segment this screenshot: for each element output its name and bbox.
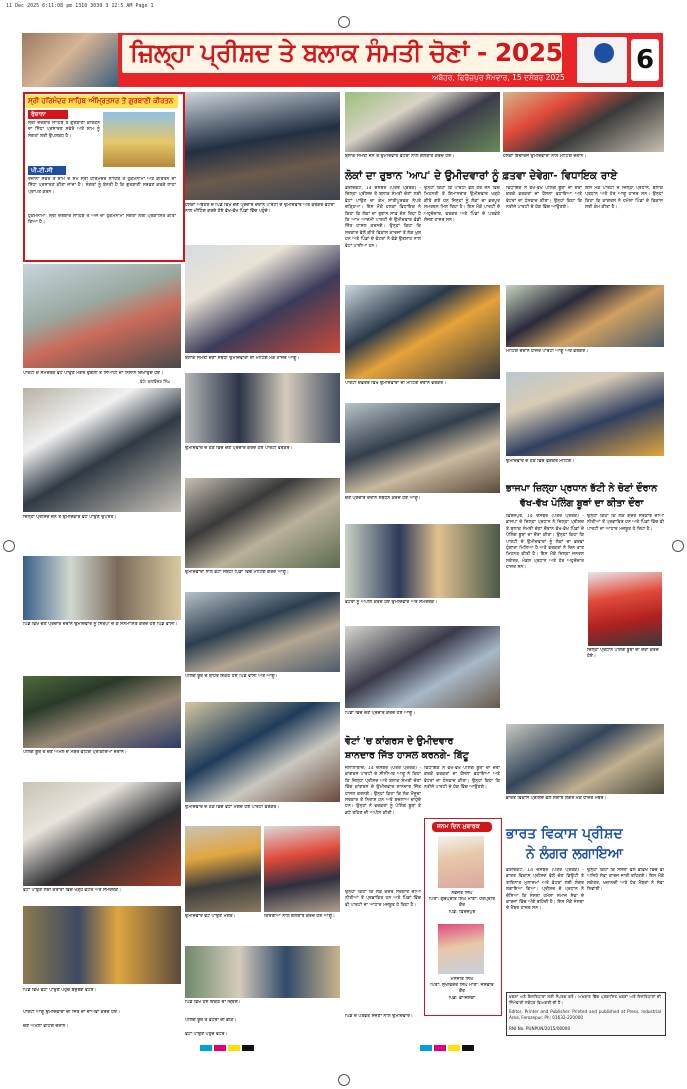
color-bar-black-2 [462,1045,474,1051]
caption-c15: ਪਾਰਟੀ ਦਫ਼ਤਰ ਵਿਖੇ ਉਮੀਦਵਾਰਾਂ ਦੀ ਮੀਟਿੰਗ ਦੌਰਾਨ ਵਰਕਰ। [345,381,447,386]
caption-c8: ਪੋਲਿੰਗ ਬੂਥ ਤੇ ਚੋਣ ਅਮਲੇ ਦੇ ਮੈਂਬਰ ਵੋਟਿੰਗ ਪ੍ਰਕਿਰਿਆ ਦੌਰਾਨ। [23,750,127,755]
birthday-child1-place: ਪਿੰਡ: ਫ਼ਿਰੋਜ਼ਪੁਰ [448,910,476,915]
caption-c17: ਵੋਟਰਾਂ ਨੂੰ ਅਪੀਲ ਕਰਦੇ ਹੋਏ ਉਮੀਦਵਾਰ ਅਤੇ ਸਮਰਥਕ। [345,600,438,605]
birthday-child2-name: ਮਨਜੀਤ ਸਿੰਘ [450,977,474,982]
religious-box-body2: ਰੋਜ਼ਾਨਾ ਸਵੇਰੇ ਤੇ ਸ਼ਾਮ ਦੇ ਸਮੇਂ ਸ੍ਰੀ ਹਰਿਮੰਦਰ ਸਾਹਿਬ ਤੋਂ ਹੁਕਮਨਾਮਾ ਅਤੇ ਕੀਰਤਨ ਦਾ ਸਿੱਧਾ ਪ੍ਰਸਾਰਣ ਕੀਤਾ ਜਾਂਦਾ ਹੈ। ਸੰਗਤਾਂ ਨੂੰ ਬੇਨਤੀ ਹੈ ਕਿ ਗੁਰਬਾਣੀ ਸਰਵਣ ਕਰਕੇ ਲਾਹਾ ਪ੍ਰਾਪਤ ਕਰਨ। [28,177,176,195]
print-info: 11 Dec 2025 6:11:08 pm 1310 3030 3 12:5 AM Page 1 [6,3,154,9]
caption-c11: ਪੋਲਿੰਗ ਬੂਥ ਦੇ ਬਾਹਰ ਇਕੱਠੇ ਹੋਏ ਪਿੰਡ ਵਾਸੀ ਅਤੇ ਆਗੂ। [185,674,278,679]
caption-c1: ਹਲਕਾ ਅਬੋਹਰ ਦੇ ਪਿੰਡ ਵਿਖੇ ਚੋਣ ਪ੍ਰਚਾਰ ਦੌਰਾਨ ਪਾਰਟੀ ਦੇ ਉਮੀਦਵਾਰ ਅਤੇ ਵਰਕਰ ਵੋਟਰਾਂ ਨਾਲ ਮੀਟਿੰਗ ਕਰਦੇ ਹੋਏ ਵੱਖ-ਵੱਖ ਪਿੰਡਾਂ ਵਿੱਚ ਪਹੁੰਚੇ। [185,203,335,215]
photo-hall-meeting [345,403,500,493]
article-aap-col1: ਫ਼ਰੀਦਕੋਟ, 14 ਦਸੰਬਰ (ਪੱਤਰ ਪ੍ਰੇਰਕ) - ਜ਼ਿਲ੍ਹਾ ਪ੍ਰੀਸ਼ਦ ਤੇ ਬਲਾਕ ਸੰਮਤੀ ਚੋਣਾਂ ਲਈ ਵੋਟਾਂ ਪਾਉਣ ਦਾ ਕੰਮ ਸ਼ਾਂਤੀਪੂਰਵਕ ਨੇਪਰੇ ਚੜ੍ਹਿਆ। ਇਸ ਮੌਕੇ ਹਲਕਾ ਵਿਧਾਇਕ ਨੇ ਕਿਹਾ ਕਿ ਲੋਕਾਂ ਦਾ ਰੁਝਾਨ ਸਾਫ਼ ਦੱਸ ਰਿਹਾ ਹੈ ਕਿ ਆਮ ਆਦਮੀ ਪਾਰਟੀ ਦੇ ਉਮੀਦਵਾਰ ਵੱਡੀ ਜਿੱਤ ਹਾਸਲ ਕਰਨਗੇ। ਉਨ੍ਹਾਂ ਕਿਹਾ ਕਿ ਸਰਕਾਰ ਵੱਲੋਂ ਕੀਤੇ ਵਿਕਾਸ ਕਾਰਜਾਂ ਤੋਂ ਲੋਕ ਖੁਸ਼ ਹਨ ਅਤੇ ਪਿੰਡਾਂ ਦੇ ਵੋਟਰਾਂ ਨੇ ਵੱਡੇ ਉਤਸ਼ਾਹ ਨਾਲ ਵੋਟਾਂ ਪਾਈਆਂ ਹਨ। [345,186,421,249]
photo-elders-voting [23,782,181,886]
photo-polling-booth-crowd [23,906,181,984]
photo-langar-members [506,724,664,794]
caption-c12: ਉਮੀਦਵਾਰ ਦੇ ਹੱਕ ਵਿੱਚ ਵੋਟਾਂ ਮੰਗਦੇ ਹੋਏ ਪਾਰਟੀ ਵਰਕਰ। [185,805,280,810]
caption-c16: ਚੋਣ ਪ੍ਰਚਾਰ ਦੌਰਾਨ ਸੰਬੋਧਨ ਕਰਦੇ ਹੋਏ ਆਗੂ। [345,496,421,501]
article-bvp-col2: ਉਨ੍ਹਾਂ ਕਿਹਾ ਕਿ ਸੰਸਥਾ ਵੱਲੋਂ ਭਵਿੱਖ ਵਿੱਚ ਵੀ ਅਜਿਹੇ ਸੇਵਾ ਕਾਰਜ ਜਾਰੀ ਰਹਿਣਗੇ। ਇਸ ਮੌਕੇ ਸਕੱਤਰ, ਖ਼ਜ਼ਾਨਚੀ ਅਤੇ ਹੋਰ ਮੈਂਬਰਾਂ ਨੇ ਸੇਵਾ ਨਿਭਾਈ। [587,868,664,893]
photo-party-office [503,92,664,152]
caption-c23: ਪਿੰਡ ਵਿਖੇ ਹੋਏ ਇਕੱਠ ਦਾ ਦ੍ਰਿਸ਼। [185,1000,241,1005]
color-bar-yellow-2 [448,1045,460,1051]
headline-congress: ਵੋਟਾਂ 'ਚ ਕਾਂਗਰਸ ਦੇ ਉਮੀਦਵਾਰ [345,736,454,747]
headline-bvp-b: ਨੇ ਲੰਗਰ ਲਗਾਇਆ [526,846,623,862]
article-bvp-col1: ਫ਼ਰੀਦਕੋਟ, 14 ਦਸੰਬਰ (ਪੱਤਰ ਪ੍ਰੇਰਕ) - ਭਾਰਤ ਵਿਕਾਸ ਪ੍ਰੀਸ਼ਦ ਵੱਲੋਂ ਚੋਣ ਡਿਊਟੀ ਤੇ ਤਾਇਨਾਤ ਮੁਲਾਜ਼ਮਾਂ ਅਤੇ ਵੋਟਰਾਂ ਲਈ ਲੰਗਰ ਲਗਾਇਆ ਗਿਆ। ਪ੍ਰੀਸ਼ਦ ਦੇ ਪ੍ਰਧਾਨ ਨੇ ਦੱਸਿਆ ਕਿ ਸੰਸਥਾ ਹਮੇਸ਼ਾ ਸਮਾਜ ਸੇਵਾ ਦੇ ਕਾਰਜਾਂ ਵਿੱਚ ਅੱਗੇ ਰਹਿੰਦੀ ਹੈ। ਇਸ ਮੌਕੇ ਸੰਸਥਾ ਦੇ ਮੈਂਬਰ ਹਾਜ਼ਰ ਸਨ। [506,868,584,912]
registration-mark-bottom [338,1074,350,1086]
headline-bjp-tour: ਭਾਜਪਾ ਜ਼ਿਲ੍ਹਾ ਪ੍ਰਧਾਨ ਭੱਟੀ ਨੇ ਚੋਣਾਂ ਦੌਰਾਨ [506,483,658,494]
photo-elder-portrait [185,826,261,912]
article-bjp-col2: ਉਨ੍ਹਾਂ ਕਿਹਾ ਕਿ ਲੋਕ ਕੇਂਦਰ ਸਰਕਾਰ ਦੀਆਂ ਨੀਤੀਆਂ ਤੋਂ ਪ੍ਰਭਾਵਿਤ ਹਨ ਅਤੇ ਪਿੰਡਾਂ ਵਿੱਚ ਵੀ ਪਾਰਟੀ ਦਾ ਆਧਾਰ ਮਜ਼ਬੂਤ ਹੋ ਰਿਹਾ ਹੈ। [587,514,664,532]
masthead [22,33,663,87]
birthday-child1-name: ਨਵਜੋਤ ਸਿੰਘ [451,891,473,896]
article-congress-col3: ਉਨ੍ਹਾਂ ਕਿਹਾ ਕਿ ਲੋਕ ਕੇਂਦਰ ਸਰਕਾਰ ਦੀਆਂ ਨੀਤੀਆਂ ਤੋਂ ਪ੍ਰਭਾਵਿਤ ਹਨ ਅਤੇ ਪਿੰਡਾਂ ਵਿੱਚ ਵੀ ਪਾਰਟੀ ਦਾ ਆਧਾਰ ਮਜ਼ਬੂਤ ਹੋ ਰਿਹਾ ਹੈ। [345,890,421,908]
headline-bjp-tour-b: ਵੱਖ-ਵੱਖ ਪੋਲਿੰਗ ਬੂਥਾਂ ਦਾ ਕੀਤਾ ਦੌਰਾ [520,498,644,509]
photo-stage-meeting [345,626,500,708]
religious-box-body1: ਸ੍ਰੀ ਦਰਬਾਰ ਸਾਹਿਬ ਤੋਂ ਗੁਰਬਾਣੀ ਕੀਰਤਨ ਦਾ ਸਿੱਧਾ ਪ੍ਰਸਾਰਣ ਸਵੇਰੇ ਅਤੇ ਸ਼ਾਮ ਨੂੰ ਸੰਗਤਾਂ ਲਈ ਉਪਲਬਧ ਹੈ। [28,121,100,139]
caption-c25: ਕਿਰਤੀਆਂ ਨਾਲ ਗੱਲਬਾਤ ਕਰਦੇ ਹੋਏ ਆਗੂ। [264,914,335,919]
article-bjp-col1: ਫ਼ਿਰੋਜ਼ਪੁਰ, 14 ਦਸੰਬਰ (ਪੱਤਰ ਪ੍ਰੇਰਕ) - ਭਾਜਪਾ ਦੇ ਜ਼ਿਲ੍ਹਾ ਪ੍ਰਧਾਨ ਨੇ ਜ਼ਿਲ੍ਹਾ ਪ੍ਰੀਸ਼ਦ ਤੇ ਬਲਾਕ ਸੰਮਤੀ ਚੋਣਾਂ ਦੌਰਾਨ ਵੱਖ-ਵੱਖ ਪਿੰਡਾਂ ਦੇ ਪੋਲਿੰਗ ਬੂਥਾਂ ਦਾ ਦੌਰਾ ਕੀਤਾ। ਉਨ੍ਹਾਂ ਕਿਹਾ ਕਿ ਪਾਰਟੀ ਦੇ ਉਮੀਦਵਾਰਾਂ ਨੂੰ ਲੋਕਾਂ ਦਾ ਭਰਵਾਂ ਹੁੰਗਾਰਾ ਮਿਲਿਆ ਹੈ ਅਤੇ ਵਰਕਰਾਂ ਨੇ ਦਿਨ ਰਾਤ ਮਿਹਨਤ ਕੀਤੀ ਹੈ। ਇਸ ਮੌਕੇ ਜ਼ਿਲ੍ਹਾ ਜਨਰਲ ਸਕੱਤਰ, ਮੰਡਲ ਪ੍ਰਧਾਨ ਅਤੇ ਹੋਰ ਅਹੁਦੇਦਾਰ ਹਾਜ਼ਰ ਸਨ। [506,514,584,571]
photo-mla-garden-meeting [345,92,500,152]
masthead-candidates-photo [22,33,118,87]
photo-workers-outdoor [185,478,340,568]
headline-aap-trend: ਲੋਕਾਂ ਦਾ ਰੁਝਾਨ 'ਆਪ' ਦੇ ਉਮੀਦਵਾਰਾਂ ਨੂੰ ਫ਼ਤਵਾ ਦੇਵੇਗਾ- ਵਿਧਾਇਕ ਰਾਏ [345,170,618,182]
photo-leaders-meeting [185,92,340,200]
caption-c29: ਚੋਣ ਅਮਲਾ ਵੋਟਿੰਗ ਦੌਰਾਨ। [23,1024,69,1029]
caption-c6: ਜ਼ਿਲ੍ਹਾ ਪ੍ਰੀਸ਼ਦ ਜ਼ੋਨ ਤੋਂ ਉਮੀਦਵਾਰ ਵੋਟ ਪਾਉਣ ਉਪਰੰਤ। [23,515,117,520]
caption-c20: ਉਮੀਦਵਾਰ ਦੇ ਹੱਕ ਵਿੱਚ ਵਰਕਰ ਮੀਟਿੰਗ। [506,459,575,464]
caption-c22: ਪੋਲਿੰਗ ਬੂਥ ਤੇ ਵੋਟਰਾਂ ਦੀ ਭੀੜ। [185,1018,237,1023]
photo-outdoor-supporters [345,524,500,598]
caption-c3: ਉਮੀਦਵਾਰ ਦੇ ਹੱਕ ਵਿੱਚ ਚੋਣ ਪ੍ਰਚਾਰ ਕਰਦੇ ਹੋਏ ਪਾਰਟੀ ਵਰਕਰ। [185,446,293,451]
birthday-child2-photo [438,924,484,974]
birthday-child2-place: ਪਿੰਡ: ਫ਼ਾਜ਼ਿਲਕਾ [448,996,476,1001]
registration-mark-left [3,540,15,552]
religious-box-sub1: ਰੋਜ਼ਾਨਾ [31,111,46,118]
religious-box-title: ਸ੍ਰੀ ਹਰਿਮੰਦਰ ਸਾਹਿਬ ਅੰਮ੍ਰਿਤਸਰ ਤੋਂ ਗੁਰਬਾਣੀ ਕੀਰਤਨ [28,97,174,105]
photo-office-gathering [185,245,340,353]
article-congress-col1: ਜਲਾਲਾਬਾਦ, 14 ਦਸੰਬਰ (ਪੱਤਰ ਪ੍ਰੇਰਕ) - ਕਾਂਗਰਸ ਪਾਰਟੀ ਦੇ ਸੀਨੀਅਰ ਆਗੂ ਨੇ ਕਿਹਾ ਕਿ ਜ਼ਿਲ੍ਹਾ ਪ੍ਰੀਸ਼ਦ ਅਤੇ ਬਲਾਕ ਸੰਮਤੀ ਚੋਣਾਂ ਵਿੱਚ ਕਾਂਗਰਸ ਦੇ ਉਮੀਦਵਾਰ ਸ਼ਾਨਦਾਰ ਜਿੱਤ ਹਾਸਲ ਕਰਨਗੇ। ਉਨ੍ਹਾਂ ਕਿਹਾ ਕਿ ਲੋਕ ਮੌਜੂਦਾ ਸਰਕਾਰ ਤੋਂ ਨਿਰਾਸ਼ ਹਨ ਅਤੇ ਬਦਲਾਅ ਚਾਹੁੰਦੇ ਹਨ। ਉਨ੍ਹਾਂ ਨੇ ਵਰਕਰਾਂ ਨੂੰ ਪੋਲਿੰਗ ਬੂਥਾਂ ਤੇ ਡਟੇ ਰਹਿਣ ਦੀ ਅਪੀਲ ਕੀਤੀ। [345,766,421,816]
golden-temple-photo [103,112,175,167]
photo-candidate-victory-sign [23,388,181,512]
headline-bvp: ਭਾਰਤ ਵਿਕਾਸ ਪ੍ਰੀਸ਼ਦ [506,826,623,842]
photo-workers-group [23,676,181,748]
caption-c4: ਉਮੀਦਵਾਰਾਂ ਨਾਲ ਵੋਟਾਂ ਸਬੰਧੀ ਪਿੰਡਾਂ ਵਿੱਚ ਮੀਟਿੰਗ ਕਰਦੇ ਆਗੂ। [185,570,289,575]
photo-village-gathering [185,946,340,998]
caption-c27: ਭਾਰਤ ਵਿਕਾਸ ਪ੍ਰੀਸ਼ਦ ਵੱਲੋਂ ਲਗਾਏ ਲੰਗਰ ਮੌਕੇ ਹਾਜ਼ਰ ਮੈਂਬਰ। [506,796,607,801]
photo-meeting-group [23,556,181,620]
color-bar-magenta-2 [434,1045,446,1051]
birthday-child1-photo [438,836,484,888]
religious-box-sub2: ਪੀ.ਟੀ.ਸੀ [31,167,53,174]
masthead-title: ਜ਼ਿਲ੍ਹਾ ਪ੍ਰੀਸ਼ਦ ਤੇ ਬਲਾਕ ਸੰਮਤੀ ਚੋਣਾਂ - 2025 [130,38,563,67]
birthday-title: ਜਨਮ ਦਿਨ ਮੁਬਾਰਕ [437,823,480,830]
caption-c19: ਮੀਟਿੰਗ ਦੌਰਾਨ ਹਾਜ਼ਰ ਪਾਰਟੀ ਆਗੂ ਅਤੇ ਵਰਕਰ। [506,349,589,354]
page-number: 6 [631,39,659,81]
color-bar-black [242,1045,254,1051]
registration-mark-top [338,16,350,28]
color-bar-yellow [228,1045,240,1051]
photo-bjp-president-portrait [588,572,662,646]
photo-seated-leaders [185,373,340,443]
photo-workers-seated-row [345,285,500,379]
caption-c7: ਪਿੰਡ ਵਿਖੇ ਚੋਣ ਪ੍ਰਚਾਰ ਦੌਰਾਨ ਉਮੀਦਵਾਰ ਨੂੰ ਸਿਰੋਪਾ ਦੇ ਕੇ ਸਨਮਾਨਿਤ ਕਰਦੇ ਹੋਏ ਪਿੰਡ ਵਾਸੀ। [23,622,178,627]
religious-box-body3: ਹੁਕਮਨਾਮਾ: ਸ੍ਰੀ ਦਰਬਾਰ ਸਾਹਿਬ ਤੋਂ ਅੱਜ ਦਾ ਹੁਕਮਨਾਮਾ ਸੰਗਤਾਂ ਲਈ ਪ੍ਰਕਾਸ਼ਿਤ ਕੀਤਾ ਗਿਆ ਹੈ। [28,214,176,226]
caption-c28: ਜ਼ਿਲ੍ਹਾ ਪ੍ਰਧਾਨ ਪੋਲਿੰਗ ਬੂਥਾਂ ਦਾ ਦੌਰਾ ਕਰਦੇ ਹੋਏ। [587,648,659,660]
registration-mark-right [672,540,684,552]
birthday-child2-parents: ਪਿਤਾ: ਸੁਖਵਿੰਦਰ ਸਿੰਘ ਮਾਤਾ: ਜਸਵੀਰ ਕੌਰ [430,983,494,995]
caption-c26: ਪਿੰਡ ਦੇ ਪਤਵੰਤੇ ਸੱਜਣਾਂ ਨਾਲ ਉਮੀਦਵਾਰ। [345,1014,414,1019]
caption-c13: ਬਲਾਕ ਸੰਮਤੀ ਜ਼ੋਨ ਤੋਂ ਉਮੀਦਵਾਰ ਵੋਟਰਾਂ ਨਾਲ ਗੱਲਬਾਤ ਕਰਦੇ ਹੋਏ। [345,154,455,159]
photo-candidate-supporters [185,592,340,672]
article-aap-col2: ਉਨ੍ਹਾਂ ਕਿਹਾ ਕਿ ਪਾਰਟੀ ਵੱਲੋਂ ਹਰ ਜ਼ੋਨ ਵਿੱਚ ਮਿਹਨਤੀ ਤੇ ਇਮਾਨਦਾਰ ਉਮੀਦਵਾਰ ਖੜ੍ਹੇ ਕੀਤੇ ਗਏ ਹਨ ਜਿਨ੍ਹਾਂ ਨੂੰ ਲੋਕਾਂ ਦਾ ਭਰਪੂਰ ਸਮਰਥਨ ਮਿਲ ਰਿਹਾ ਹੈ। ਇਸ ਮੌਕੇ ਪਾਰਟੀ ਦੇ ਅਹੁਦੇਦਾਰ, ਵਰਕਰ ਅਤੇ ਪਿੰਡਾਂ ਦੇ ਪਤਵੰਤੇ ਸੱਜਣ ਹਾਜ਼ਰ ਸਨ। [424,186,500,224]
article-aap-col4: ਇਸ ਮੌਕੇ ਪਾਰਟੀ ਦੇ ਜ਼ਿਲ੍ਹਾ ਪ੍ਰਧਾਨ, ਬਲਾਕ ਪ੍ਰਧਾਨ ਅਤੇ ਹੋਰ ਆਗੂ ਹਾਜ਼ਰ ਸਨ। ਉਨ੍ਹਾਂ ਕਿਹਾ ਕਿ ਕਾਂਗਰਸ ਨੇ ਹਮੇਸ਼ਾ ਪਿੰਡਾਂ ਦੇ ਵਿਕਾਸ ਲਈ ਕੰਮ ਕੀਤਾ ਹੈ। [585,186,663,211]
caption-c30: ਵੋਟਾਂ ਪਾਉਣ ਪਹੁੰਚੇ ਵੋਟਰ। [185,1032,228,1037]
caption-c9: ਵੋਟਾਂ ਪਾਉਣ ਲਈ ਕਤਾਰਾਂ ਵਿੱਚ ਖੜ੍ਹੇ ਵੋਟਰ ਅਤੇ ਸਮਰਥਕ। [23,888,122,893]
caption-c14: ਹਲਕਾ ਇੰਚਾਰਜ ਉਮੀਦਵਾਰਾਂ ਨਾਲ ਮੀਟਿੰਗ ਦੌਰਾਨ। [503,154,587,159]
article-congress-col2: ਵਿਧਾਇਕ ਨੇ ਵੱਖ-ਵੱਖ ਪੋਲਿੰਗ ਬੂਥਾਂ ਦਾ ਦੌਰਾ ਕਰਕੇ ਵਰਕਰਾਂ ਦਾ ਹੌਸਲਾ ਵਧਾਇਆ ਅਤੇ ਵੋਟਰਾਂ ਦਾ ਧੰਨਵਾਦ ਕੀਤਾ। ਉਨ੍ਹਾਂ ਕਿਹਾ ਕਿ ਨਤੀਜੇ ਪਾਰਟੀ ਦੇ ਹੱਕ ਵਿੱਚ ਆਉਣਗੇ। [424,766,500,791]
color-bar-cyan-2 [420,1045,432,1051]
footer-rni: RNI No. PUNPUN/2015/00000 [509,1026,571,1031]
photo-credit: ਫੋਟੋ: ਬਲਵਿੰਦਰ ਸਿੰਘ [140,379,171,384]
birthday-child1-parents: ਪਿਤਾ: ਗੁਰਪ੍ਰੀਤ ਸਿੰਘ ਮਾਤਾ: ਹਰਪ੍ਰੀਤ ਕੌਰ [428,897,496,909]
photo-voters-inked-fingers [23,264,181,368]
caption-c24: ਉਮੀਦਵਾਰ ਵੋਟ ਪਾਉਣ ਮਗਰੋਂ। [185,914,236,919]
color-bar-cyan [200,1045,212,1051]
caption-c18: ਪਿੰਡਾਂ ਵਿੱਚ ਚੋਣ ਪ੍ਰਚਾਰ ਕਰਦੇ ਹੋਏ ਆਗੂ। [345,711,416,716]
caption-c5: ਪਾਰਟੀ ਦੇ ਸਮਰਥਕ ਵੋਟ ਪਾਉਣ ਮਗਰੋਂ ਉਂਗਲੀ ਤੇ ਸਿਆਹੀ ਦਾ ਨਿਸ਼ਾਨ ਦਿਖਾਉਂਦੇ ਹੋਏ। [23,371,164,376]
caption-c10: ਪਿੰਡ ਵਿਖੇ ਵੋਟਾਂ ਪਾਉਣ ਪਹੁੰਚੇ ਬਜ਼ੁਰਗ ਵੋਟਰ। [23,988,97,993]
caption-c21: ਪਾਰਟੀ ਆਗੂ ਉਮੀਦਵਾਰਾਂ ਦੀ ਜਿੱਤ ਦਾ ਦਾਅਵਾ ਕਰਦੇ ਹੋਏ। [23,1010,121,1015]
photo-bjp-workers [506,285,664,347]
caption-c2: ਬਲਾਕ ਸੰਮਤੀ ਚੋਣਾਂ ਸਬੰਧੀ ਉਮੀਦਵਾਰਾਂ ਦੀ ਮੀਟਿੰਗ ਮੌਕੇ ਹਾਜ਼ਰ ਆਗੂ। [185,356,300,361]
masthead-dateline: ਅਬੋਹਰ, ਫਿਰੋਜ਼ਪੁਰ ਸੋਮਵਾਰ, 15 ਦਸੰਬਰ 2025 [432,73,565,82]
headline-congress-b: ਸ਼ਾਨਦਾਰ ਜਿੱਤ ਹਾਸਲ ਕਰਨਗੇ- ਬਿੱਟੂ [345,750,469,761]
photo-candidate-portrait [264,826,340,912]
article-aap-col3: ਵਿਧਾਇਕ ਨੇ ਵੱਖ-ਵੱਖ ਪੋਲਿੰਗ ਬੂਥਾਂ ਦਾ ਦੌਰਾ ਕਰਕੇ ਵਰਕਰਾਂ ਦਾ ਹੌਸਲਾ ਵਧਾਇਆ ਅਤੇ ਵੋਟਰਾਂ ਦਾ ਧੰਨਵਾਦ ਕੀਤਾ। ਉਨ੍ਹਾਂ ਕਿਹਾ ਕਿ ਨਤੀਜੇ ਪਾਰਟੀ ਦੇ ਹੱਕ ਵਿੱਚ ਆਉਣਗੇ। [506,186,582,211]
color-bar-magenta [214,1045,226,1051]
photo-booth-visit [506,372,664,456]
photo-tent-meeting [185,702,340,802]
footer-notice: ਖ਼ਬਰਾਂ ਅਤੇ ਇਸ਼ਤਿਹਾਰਾਂ ਲਈ ਸੰਪਰਕ ਕਰੋ। ਅਖ਼ਬਾਰ ਵਿੱਚ ਪ੍ਰਕਾਸ਼ਿਤ ਖ਼ਬਰਾਂ ਅਤੇ ਇਸ਼ਤਿਹਾਰਾਂ ਦੀ ਜ਼ਿੰਮੇਵਾਰੀ ਸਬੰਧਤ ਵਿਅਕਤੀ ਦੀ ਹੈ। [509,994,661,1005]
election-emblem-icon [594,43,614,63]
footer-imprint: Editor, Printer and Publisher. Printed and published at Press, Industrial Area, Ferozepur. Ph: 01632-220000 [509,1009,661,1020]
